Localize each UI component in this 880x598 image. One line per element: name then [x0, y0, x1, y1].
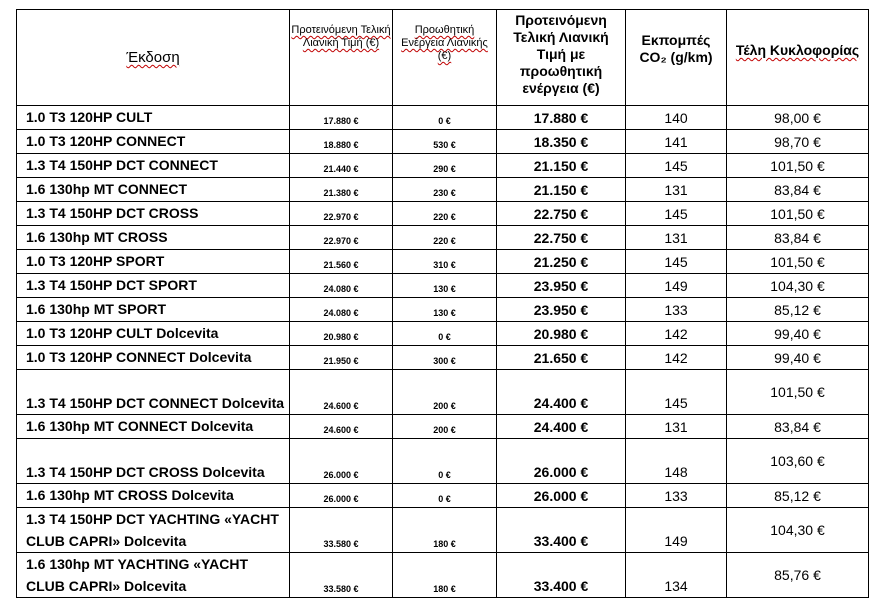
road-tax-cell: 85,76 € — [727, 553, 869, 598]
promo-cell: 0 € — [393, 106, 497, 130]
promo-cell: 290 € — [393, 154, 497, 178]
promo-cell: 130 € — [393, 274, 497, 298]
co2-cell: 133 — [626, 484, 727, 508]
model-cell: 1.6 130hp MT CONNECT — [17, 178, 290, 202]
road-tax-cell: 83,84 € — [727, 178, 869, 202]
table-row — [17, 553, 869, 598]
model-cell: 1.0 T3 120HP CULT Dolcevita — [17, 322, 290, 346]
final-price-cell: 22.750 € — [497, 202, 626, 226]
co2-cell: 142 — [626, 346, 727, 370]
table-row — [17, 439, 869, 484]
model-cell: 1.3 T4 150HP DCT CROSS — [17, 202, 290, 226]
co2-cell: 149 — [626, 274, 727, 298]
road-tax-cell: 98,70 € — [727, 130, 869, 154]
final-price-cell: 21.150 € — [497, 178, 626, 202]
model-cell: 1.6 130hp MT YACHTING «YACHT CLUB CAPRI» Dolcevita — [17, 553, 290, 598]
road-tax-cell: 83,84 € — [727, 415, 869, 439]
table-row — [17, 322, 869, 346]
table-row — [17, 106, 869, 130]
model-cell: 1.0 T3 120HP CULT — [17, 106, 290, 130]
promo-cell: 200 € — [393, 415, 497, 439]
promo-cell: 0 € — [393, 484, 497, 508]
model-cell: 1.3 T4 150HP DCT CROSS Dolcevita — [17, 439, 290, 484]
road-tax-cell: 101,50 € — [727, 370, 869, 415]
table-row — [17, 415, 869, 439]
final-price-cell: 18.350 € — [497, 130, 626, 154]
table-row — [17, 178, 869, 202]
header-final-price: Προτεινόμενη Τελική Λιανική Τιμή με προωθητική ενέργεια (€) — [497, 10, 626, 106]
suggested-price-cell: 17.880 € — [290, 106, 393, 130]
header-row — [17, 10, 869, 106]
table-row — [17, 484, 869, 508]
road-tax-cell: 101,50 € — [727, 202, 869, 226]
final-price-cell: 17.880 € — [497, 106, 626, 130]
co2-cell: 140 — [626, 106, 727, 130]
model-cell: 1.0 T3 120HP CONNECT — [17, 130, 290, 154]
road-tax-cell: 83,84 € — [727, 226, 869, 250]
table-row — [17, 346, 869, 370]
final-price-cell: 23.950 € — [497, 274, 626, 298]
road-tax-cell: 101,50 € — [727, 154, 869, 178]
table-row — [17, 274, 869, 298]
suggested-price-cell: 21.440 € — [290, 154, 393, 178]
road-tax-cell: 85,12 € — [727, 484, 869, 508]
header-co2: Εκπομπές CO₂ (g/km) — [626, 10, 727, 106]
suggested-price-cell: 21.950 € — [290, 346, 393, 370]
co2-cell: 145 — [626, 370, 727, 415]
suggested-price-cell: 24.080 € — [290, 298, 393, 322]
table-row — [17, 202, 869, 226]
promo-cell: 180 € — [393, 508, 497, 553]
co2-cell: 141 — [626, 130, 727, 154]
suggested-price-cell: 22.970 € — [290, 226, 393, 250]
promo-cell: 130 € — [393, 298, 497, 322]
co2-cell: 148 — [626, 439, 727, 484]
promo-cell: 0 € — [393, 439, 497, 484]
suggested-price-cell: 21.560 € — [290, 250, 393, 274]
final-price-cell: 33.400 € — [497, 553, 626, 598]
final-price-cell: 21.250 € — [497, 250, 626, 274]
co2-cell: 149 — [626, 508, 727, 553]
header-road-tax: Τέλη Κυκλοφορίας — [727, 10, 869, 106]
model-cell: 1.3 T4 150HP DCT CONNECT Dolcevita — [17, 370, 290, 415]
promo-cell: 220 € — [393, 226, 497, 250]
final-price-cell: 24.400 € — [497, 370, 626, 415]
co2-cell: 142 — [626, 322, 727, 346]
model-cell: 1.0 T3 120HP SPORT — [17, 250, 290, 274]
final-price-cell: 26.000 € — [497, 439, 626, 484]
model-cell: 1.3 T4 150HP DCT SPORT — [17, 274, 290, 298]
promo-cell: 530 € — [393, 130, 497, 154]
co2-cell: 134 — [626, 553, 727, 598]
table-row — [17, 250, 869, 274]
road-tax-cell: 104,30 € — [727, 274, 869, 298]
promo-cell: 220 € — [393, 202, 497, 226]
suggested-price-cell: 26.000 € — [290, 439, 393, 484]
suggested-price-cell: 24.600 € — [290, 370, 393, 415]
promo-cell: 310 € — [393, 250, 497, 274]
final-price-cell: 21.650 € — [497, 346, 626, 370]
final-price-cell: 20.980 € — [497, 322, 626, 346]
price-table — [16, 9, 869, 598]
co2-cell: 145 — [626, 154, 727, 178]
final-price-cell: 23.950 € — [497, 298, 626, 322]
suggested-price-cell: 33.580 € — [290, 553, 393, 598]
header-promo-energy: Προωθητική Ενέργεια Λιανικής (€) — [393, 10, 497, 106]
co2-cell: 145 — [626, 250, 727, 274]
table-row — [17, 226, 869, 250]
final-price-cell: 22.750 € — [497, 226, 626, 250]
model-cell: 1.6 130hp MT SPORT — [17, 298, 290, 322]
promo-cell: 180 € — [393, 553, 497, 598]
model-cell: 1.6 130hp MT CROSS Dolcevita — [17, 484, 290, 508]
suggested-price-cell: 21.380 € — [290, 178, 393, 202]
co2-cell: 133 — [626, 298, 727, 322]
road-tax-cell: 99,40 € — [727, 322, 869, 346]
model-cell: 1.6 130hp MT CROSS — [17, 226, 290, 250]
table-row — [17, 298, 869, 322]
final-price-cell: 24.400 € — [497, 415, 626, 439]
promo-cell: 230 € — [393, 178, 497, 202]
road-tax-cell: 98,00 € — [727, 106, 869, 130]
header-suggested-price: Προτεινόμενη Τελική Λιανική Τιμή (€) — [290, 10, 393, 106]
road-tax-cell: 104,30 € — [727, 508, 869, 553]
table-row — [17, 508, 869, 553]
header-model: Έκδοση — [17, 10, 290, 106]
promo-cell: 0 € — [393, 322, 497, 346]
table-row — [17, 130, 869, 154]
suggested-price-cell: 26.000 € — [290, 484, 393, 508]
table-row — [17, 370, 869, 415]
road-tax-cell: 99,40 € — [727, 346, 869, 370]
suggested-price-cell: 24.600 € — [290, 415, 393, 439]
model-cell: 1.3 T4 150HP DCT CONNECT — [17, 154, 290, 178]
road-tax-cell: 101,50 € — [727, 250, 869, 274]
promo-cell: 200 € — [393, 370, 497, 415]
road-tax-cell: 85,12 € — [727, 298, 869, 322]
suggested-price-cell: 20.980 € — [290, 322, 393, 346]
suggested-price-cell: 18.880 € — [290, 130, 393, 154]
co2-cell: 131 — [626, 226, 727, 250]
model-cell: 1.3 T4 150HP DCT YACHTING «YACHT CLUB CAPRI» Dolcevita — [17, 508, 290, 553]
road-tax-cell: 103,60 € — [727, 439, 869, 484]
model-cell: 1.0 T3 120HP CONNECT Dolcevita — [17, 346, 290, 370]
final-price-cell: 33.400 € — [497, 508, 626, 553]
suggested-price-cell: 24.080 € — [290, 274, 393, 298]
suggested-price-cell: 33.580 € — [290, 508, 393, 553]
final-price-cell: 21.150 € — [497, 154, 626, 178]
co2-cell: 145 — [626, 202, 727, 226]
model-cell: 1.6 130hp MT CONNECT Dolcevita — [17, 415, 290, 439]
promo-cell: 300 € — [393, 346, 497, 370]
suggested-price-cell: 22.970 € — [290, 202, 393, 226]
table-row — [17, 154, 869, 178]
final-price-cell: 26.000 € — [497, 484, 626, 508]
co2-cell: 131 — [626, 415, 727, 439]
co2-cell: 131 — [626, 178, 727, 202]
